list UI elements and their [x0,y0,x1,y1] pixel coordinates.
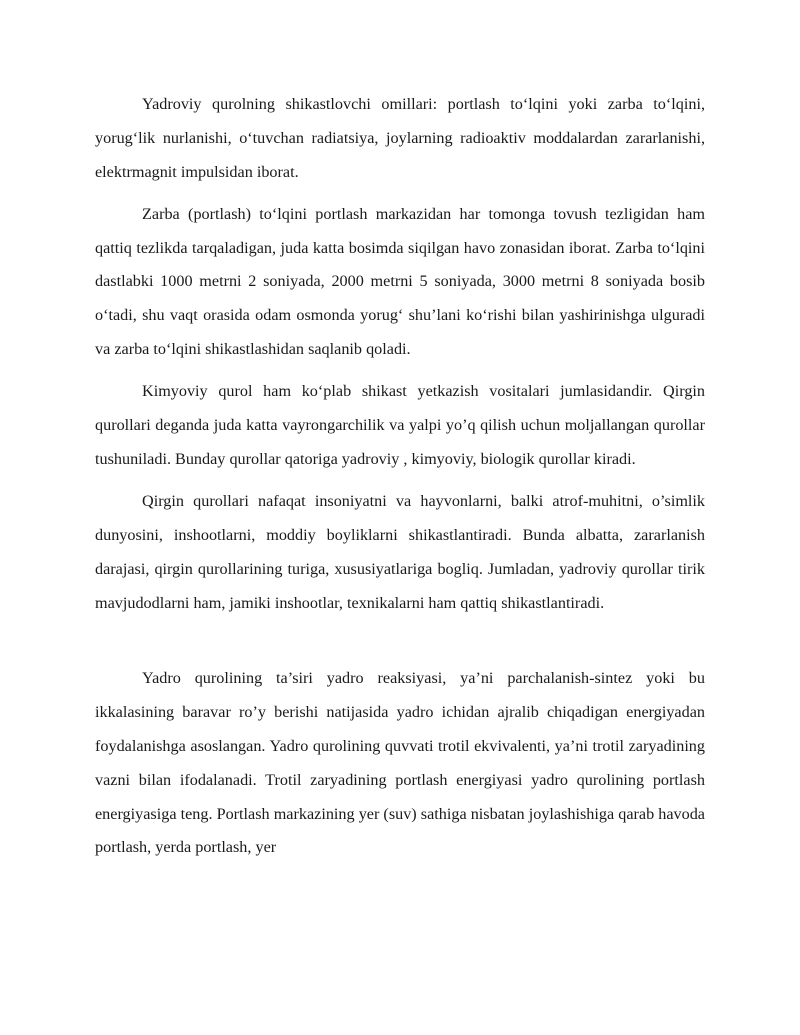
paragraph-chemical-weapons: Kimyoviy qurol ham ko‘plab shikast yetkazish vositalari jumlasidandir. Qirgin qurollari deganda juda katta vayrongarchilik va yalpi yo’q qilish uchun moljallangan qurollar tushuniladi. Bunday qurollar qatoriga yadroviy , kimyoviy, biologik qurollar kiradi. [95,382,705,468]
paragraph-nuclear-damage-factors: Yadroviy qurolning shikastlovchi omillari: portlash to‘lqini yoki zarba to‘lqini, yorug‘lik nurlanishi, o‘tuvchan radiatsiya, joylarning radioaktiv moddalardan zararlanishi, elektrmagnit impulsidan iborat. [95,95,705,181]
document-body [95,88,705,874]
paragraph-shock-wave: Zarba (portlash) to‘lqini portlash markazidan har tomonga tovush tezligidan ham qattiq tezlikda tarqaladigan, juda katta bosimda siqilgan havo zonasidan iborat. Zarba to‘lqini dastlabki 1000 metrni 2 soniyada, 2000 metrni 5 soniyada, 3000 metrni 8 soniyada bosib o‘tadi, shu vaqt orasida odam osmonda yorug‘ shu’lani ko‘rishi bilan yashirinishga ulguradi va zarba to‘lqini shikastlashidan saqlanib qoladi. [95,204,705,359]
paragraph-mass-destruction-effects: Qirgin qurollari nafaqat insoniyatni va hayvonlarni, balki atrof-muhitni, o’simlik dunyosini, inshootlarni, moddiy boyliklarni shikastlantiradi. Bunda albatta, zararlanish darajasi, qirgin qurollarining turiga, xususiyatlariga bogliq. Jumladan, yadroviy qurollar tirik mavjudodlarni ham, jamiki inshootlar, texnikalarni ham qattiq shikastlantiradi. [95,492,705,612]
paragraph-nuclear-weapon-action: Yadro qurolining ta’siri yadro reaksiyasi, ya’ni parchalanish-sintez yoki bu ikkalasining baravar ro’y berishi natijasida yadro ichidan ajralib chiqadigan energiyadan foydalanishga asoslangan. Yadro qurolining quvvati trotil ekvivalenti, ya’ni trotil zaryadining vazni bilan ifodalanadi. Trotil zaryadining portlash energiyasi yadro qurolining portlash energiyasiga teng. Portlash markazining yer (suv) sathiga nisbatan joylashishiga qarab havoda portlash, yerda portlash, yer [95,669,705,857]
